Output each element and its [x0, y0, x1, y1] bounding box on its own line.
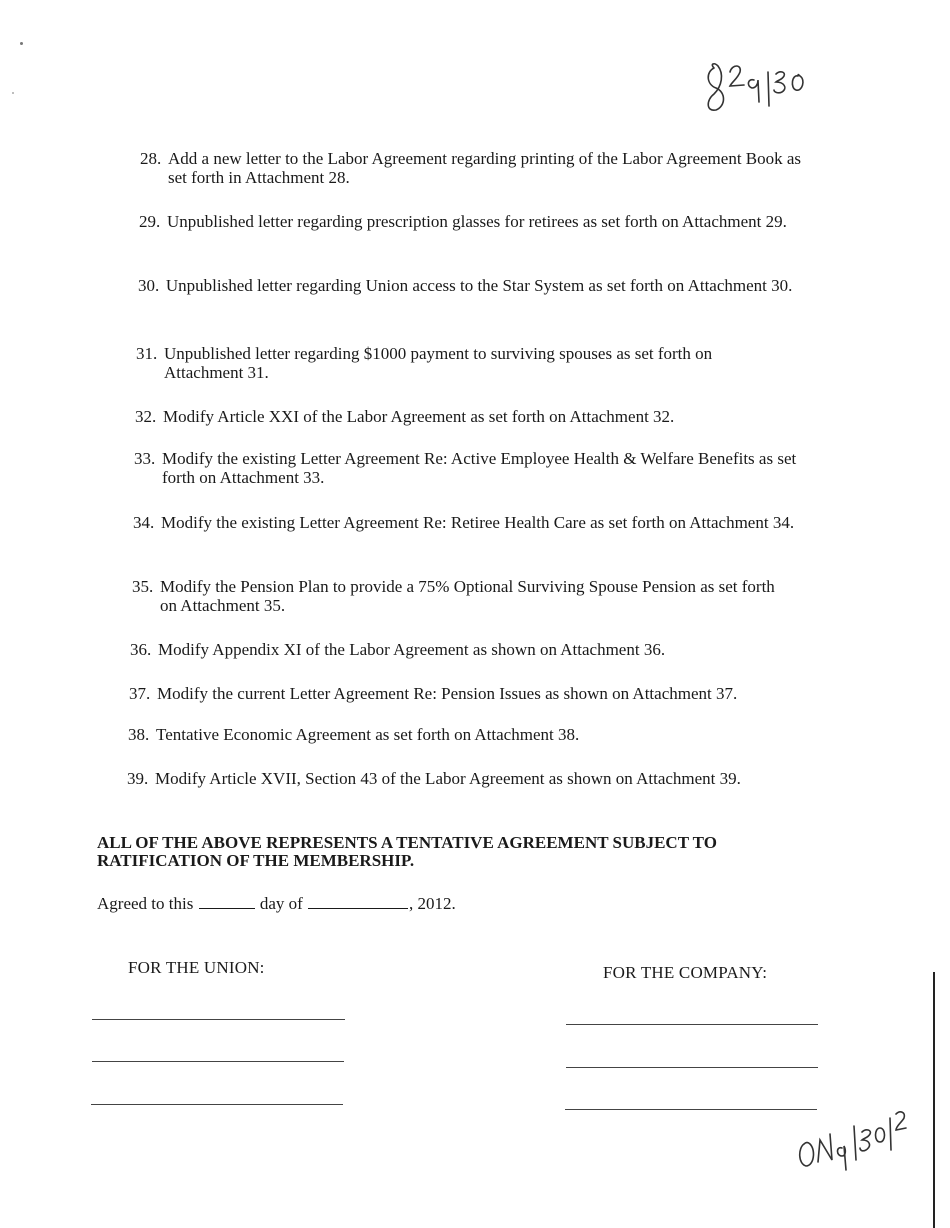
item-number: 31. [136, 344, 158, 363]
list-item [140, 149, 820, 187]
item-text: Tentative Economic Agreement as set forth on Attachment 38. [156, 725, 580, 744]
list-item [136, 344, 786, 382]
agreed-suffix: , 2012. [409, 894, 456, 913]
item-number: 34. [133, 513, 155, 532]
item-number: 37. [129, 684, 151, 703]
item-number: 33. [134, 449, 156, 468]
item-text: Unpublished letter regarding $1000 payment to surviving spouses as set forth on Attachment 31. [164, 344, 713, 382]
item-number: 32. [135, 407, 157, 426]
handwritten-initials [702, 58, 812, 114]
item-text: Modify the existing Letter Agreement Re: Retiree Health Care as set forth on Attachment 34. [161, 513, 795, 532]
item-text: Add a new letter to the Labor Agreement regarding printing of the Labor Agreement Book as set forth in Attachment 28. [168, 149, 802, 187]
list-item [138, 276, 828, 295]
item-text: Modify the existing Letter Agreement Re: Active Employee Health & Welfare Benefits as set forth on Attachment 33. [162, 449, 797, 487]
list-item [132, 577, 812, 615]
item-text: Modify Appendix XI of the Labor Agreement as shown on Attachment 36. [158, 640, 666, 659]
month-blank [308, 894, 408, 909]
list-item [130, 640, 830, 659]
item-text: Unpublished letter regarding prescription glasses for retirees as set forth on Attachment 29. [167, 212, 787, 231]
company-signature-line [565, 1109, 817, 1110]
agreed-middle: day of [259, 894, 303, 913]
scan-speck [12, 92, 14, 94]
item-text: Unpublished letter regarding Union access to the Star System as set forth on Attachment 30. [165, 276, 793, 295]
item-text: Modify the Pension Plan to provide a 75% Optional Surviving Spouse Pension as set forth on Attachment 35. [160, 577, 775, 615]
item-number: 29. [139, 212, 161, 231]
item-number: 38. [128, 725, 150, 744]
scan-edge-line [933, 972, 935, 1228]
ratification-heading: ALL OF THE ABOVE REPRESENTS A TENTATIVE AGREEMENT SUBJECT TO RATIFICATION OF THE MEMBERSHIP. [97, 833, 717, 870]
agreed-prefix: Agreed to this [97, 894, 194, 913]
company-signature-line [566, 1067, 818, 1068]
item-number: 36. [130, 640, 152, 659]
item-number: 30. [138, 276, 160, 295]
company-signature-label: FOR THE COMPANY: [603, 963, 768, 982]
list-item [133, 513, 833, 532]
item-number: 39. [127, 769, 149, 788]
list-item [134, 449, 834, 487]
item-number: 28. [140, 149, 162, 168]
union-signature-line [91, 1104, 343, 1105]
union-signature-line [92, 1061, 344, 1062]
item-text: Modify Article XXI of the Labor Agreement as set forth on Attachment 32. [163, 407, 675, 426]
scan-speck [20, 42, 23, 45]
agreement-date-line [97, 894, 456, 914]
day-blank [199, 894, 255, 909]
item-number: 35. [132, 577, 154, 596]
list-item [139, 212, 829, 231]
item-text: Modify the current Letter Agreement Re: Pension Issues as shown on Attachment 37. [157, 684, 738, 703]
list-item [135, 407, 835, 426]
union-signature-label: FOR THE UNION: [128, 958, 265, 977]
list-item [128, 725, 828, 744]
handwritten-initials-date [796, 1104, 908, 1174]
list-item [129, 684, 829, 703]
union-signature-line [92, 1019, 345, 1020]
list-item [127, 769, 827, 788]
company-signature-line [566, 1024, 818, 1025]
item-text: Modify Article XVII, Section 43 of the Labor Agreement as shown on Attachment 39. [155, 769, 741, 788]
